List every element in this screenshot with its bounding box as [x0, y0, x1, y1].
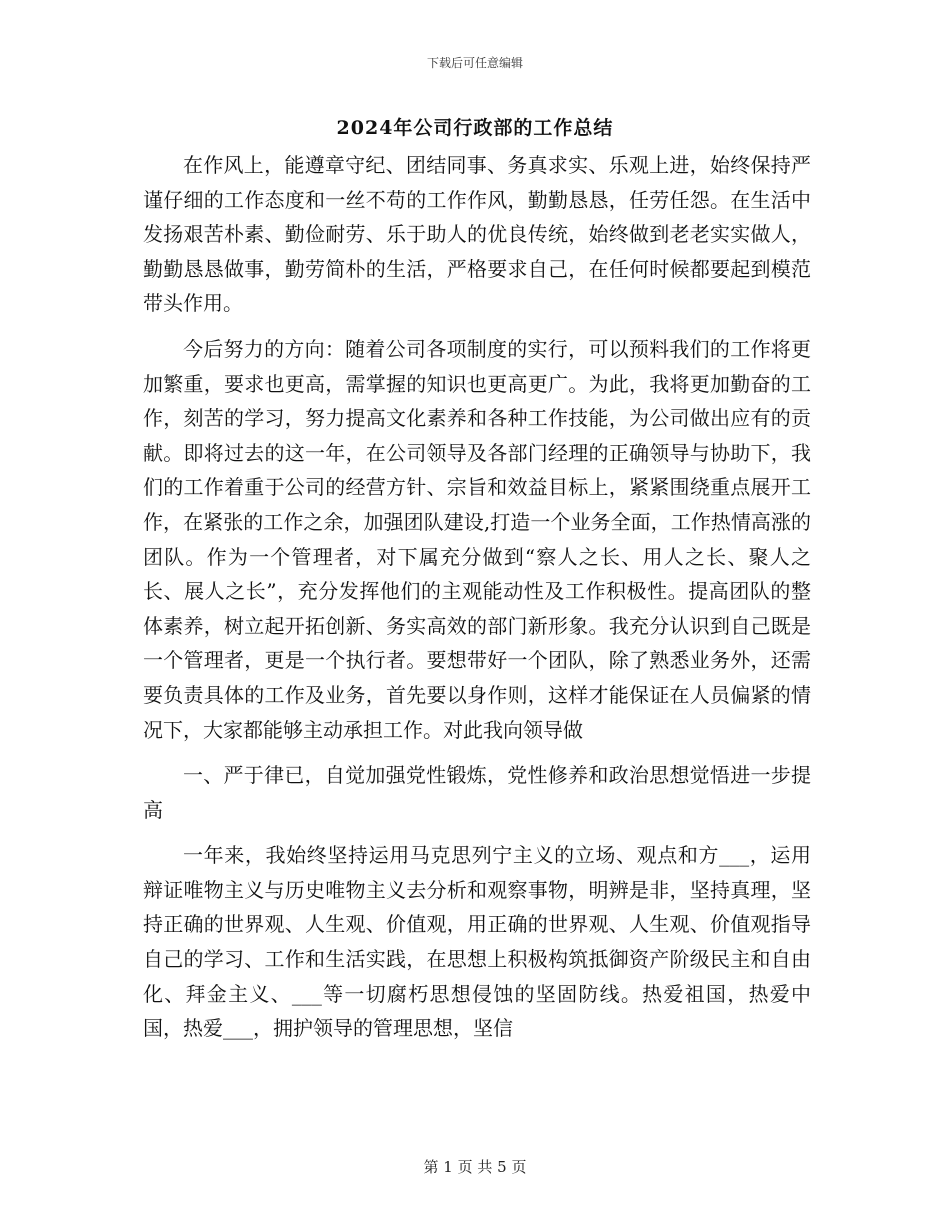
document-title: 2024年公司行政部的工作总结	[336, 117, 614, 139]
paragraph-ideology: 一年来，我始终坚持运用马克思列宁主义的立场、观点和方___，运用辩证唯物主义与历史唯物主义去分析和观察事物，明辨是非，坚持真理，坚持正确的世界观、人生观、价值观，用正确的世界观、人生观、价值观指导自己的学习、工作和生活实践，在思想上积极构筑抵御资产阶级民主和自由化、拜金主义、___等一切腐朽思想侵蚀的坚固防线。热爱祖国，热爱中国，热爱___，拥护领导的管理思想，坚信	[143, 843, 811, 1041]
page-footer: 第 1 页 共 5 页	[423, 1158, 527, 1176]
paragraph-work-style: 在作风上，能遵章守纪、团结同事、务真求实、乐观上进，始终保持严谨仔细的工作态度和一丝不苟的工作作风，勤勤恳恳，任劳任怨。在生活中发扬艰苦朴素、勤俭耐劳、乐于助人的优良传统，始终做到老老实实做人，勤勤恳恳做事，勤劳简朴的生活，严格要求自己，在任何时候都要起到模范带头作用。	[143, 153, 811, 316]
header-note: 下载后可任意编辑	[426, 56, 523, 70]
document-body	[143, 148, 811, 1046]
paragraph-future-direction: 今后努力的方向：随着公司各项制度的实行，可以预料我们的工作将更加繁重，要求也更高，需掌握的知识也更高更广。为此，我将更加勤奋的工作，刻苦的学习，努力提高文化素养和各种工作技能，为公司做出应有的贡献。即将过去的这一年，在公司领导及各部门经理的正确领导与协助下，我们的工作着重于公司的经营方针、宗旨和效益目标上，紧紧围绕重点展开工作，在紧张的工作之余，加强团队建设,打造一个业务全面，工作热情高涨的团队。作为一个管理者，对下属充分做到“察人之长、用人之长、聚人之长、展人之长”，充分发挥他们的主观能动性及工作积极性。提高团队的整体素养，树立起开拓创新、务实高效的部门新形象。我充分认识到自己既是一个管理者，更是一个执行者。要想带好一个团队，除了熟悉业务外，还需要负责具体的工作及业务，首先要以身作则，这样才能保证在人员偏紧的情况下，大家都能够主动承担工作。对此我向领导做	[143, 336, 811, 742]
paragraph-section-heading: 一、严于律已，自觉加强党性锻炼，党性修养和政治思想觉悟进一步提高	[143, 763, 811, 822]
